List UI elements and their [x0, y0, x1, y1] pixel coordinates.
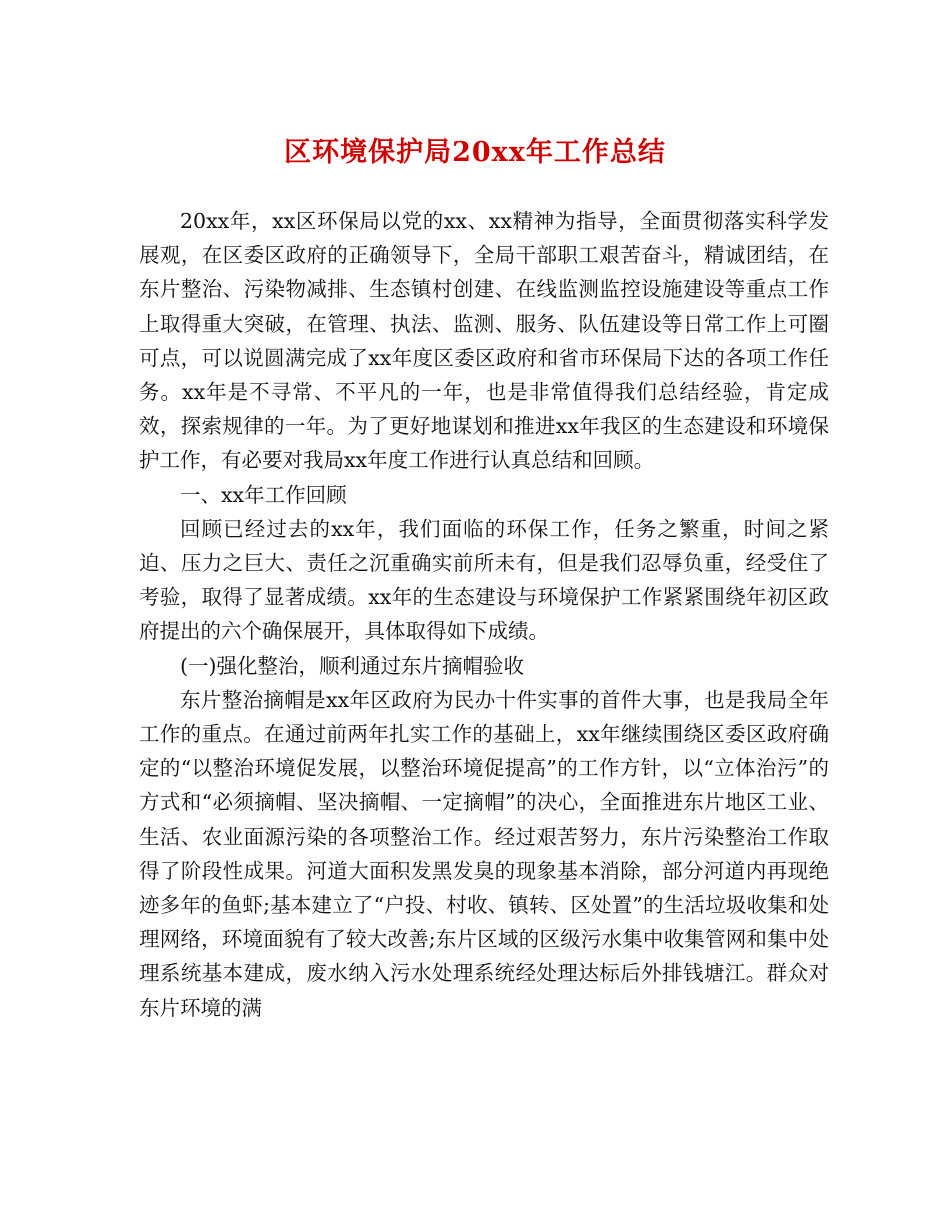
paragraph-rectification: 东片整治摘帽是xx年区政府为民办十件实事的首件大事，也是我局全年工作的重点。在通过前两年扎实工作的基础上，xx年继续围绕区委区政府确定的“以整治环境促发展，以整治环境促提高”的工作方针，以“立体治污”的方式和“必须摘帽、坚决摘帽、一定摘帽”的决心，全面推进东片地区工业、生活、农业面源污染的各项整治工作。经过艰苦努力，东片污染整治工作取得了阶段性成果。河道大面积发黑发臭的现象基本消除，部分河道内再现绝迹多年的鱼虾;基本建立了“户投、村收、镇转、区处置”的生活垃圾收集和处理网络，环境面貌有了较大改善;东片区域的区级污水集中收集管网和集中处理系统基本建成，废水纳入污水处理系统经处理达标后外排钱塘江。群众对东片环境的满 [139, 687, 829, 1020]
subsection-heading-rectification: (一)强化整治，顺利通过东片摘帽验收 [180, 653, 524, 678]
section-heading-review: 一、xx年工作回顾 [180, 482, 347, 507]
document-body [139, 204, 829, 1025]
paragraph-intro: 20xx年，xx区环保局以党的xx、xx精神为指导，全面贯彻落实科学发展观，在区委区政府的正确领导下，全局干部职工艰苦奋斗，精诚团结，在东片整治、污染物减排、生态镇村创建、在线监测监控设施建设等重点工作上取得重大突破，在管理、执法、监测、服务、队伍建设等日常工作上可圈可点，可以说圆满完成了xx年度区委区政府和省市环保局下达的各项工作任务。xx年是不寻常、不平凡的一年，也是非常值得我们总结经验，肯定成效，探索规律的一年。为了更好地谋划和推进xx年我区的生态建设和环境保护工作，有必要对我局xx年度工作进行认真总结和回顾。 [139, 209, 829, 473]
paragraph-review: 回顾已经过去的xx年，我们面临的环保工作，任务之繁重，时间之紧迫、压力之巨大、责任之沉重确实前所未有，但是我们忍辱负重，经受住了考验，取得了显著成绩。xx年的生态建设与环境保护工作紧紧围绕年初区政府提出的六个确保展开，具体取得如下成绩。 [139, 516, 829, 644]
document-title: 区环境保护局20xx年工作总结 [284, 137, 666, 168]
